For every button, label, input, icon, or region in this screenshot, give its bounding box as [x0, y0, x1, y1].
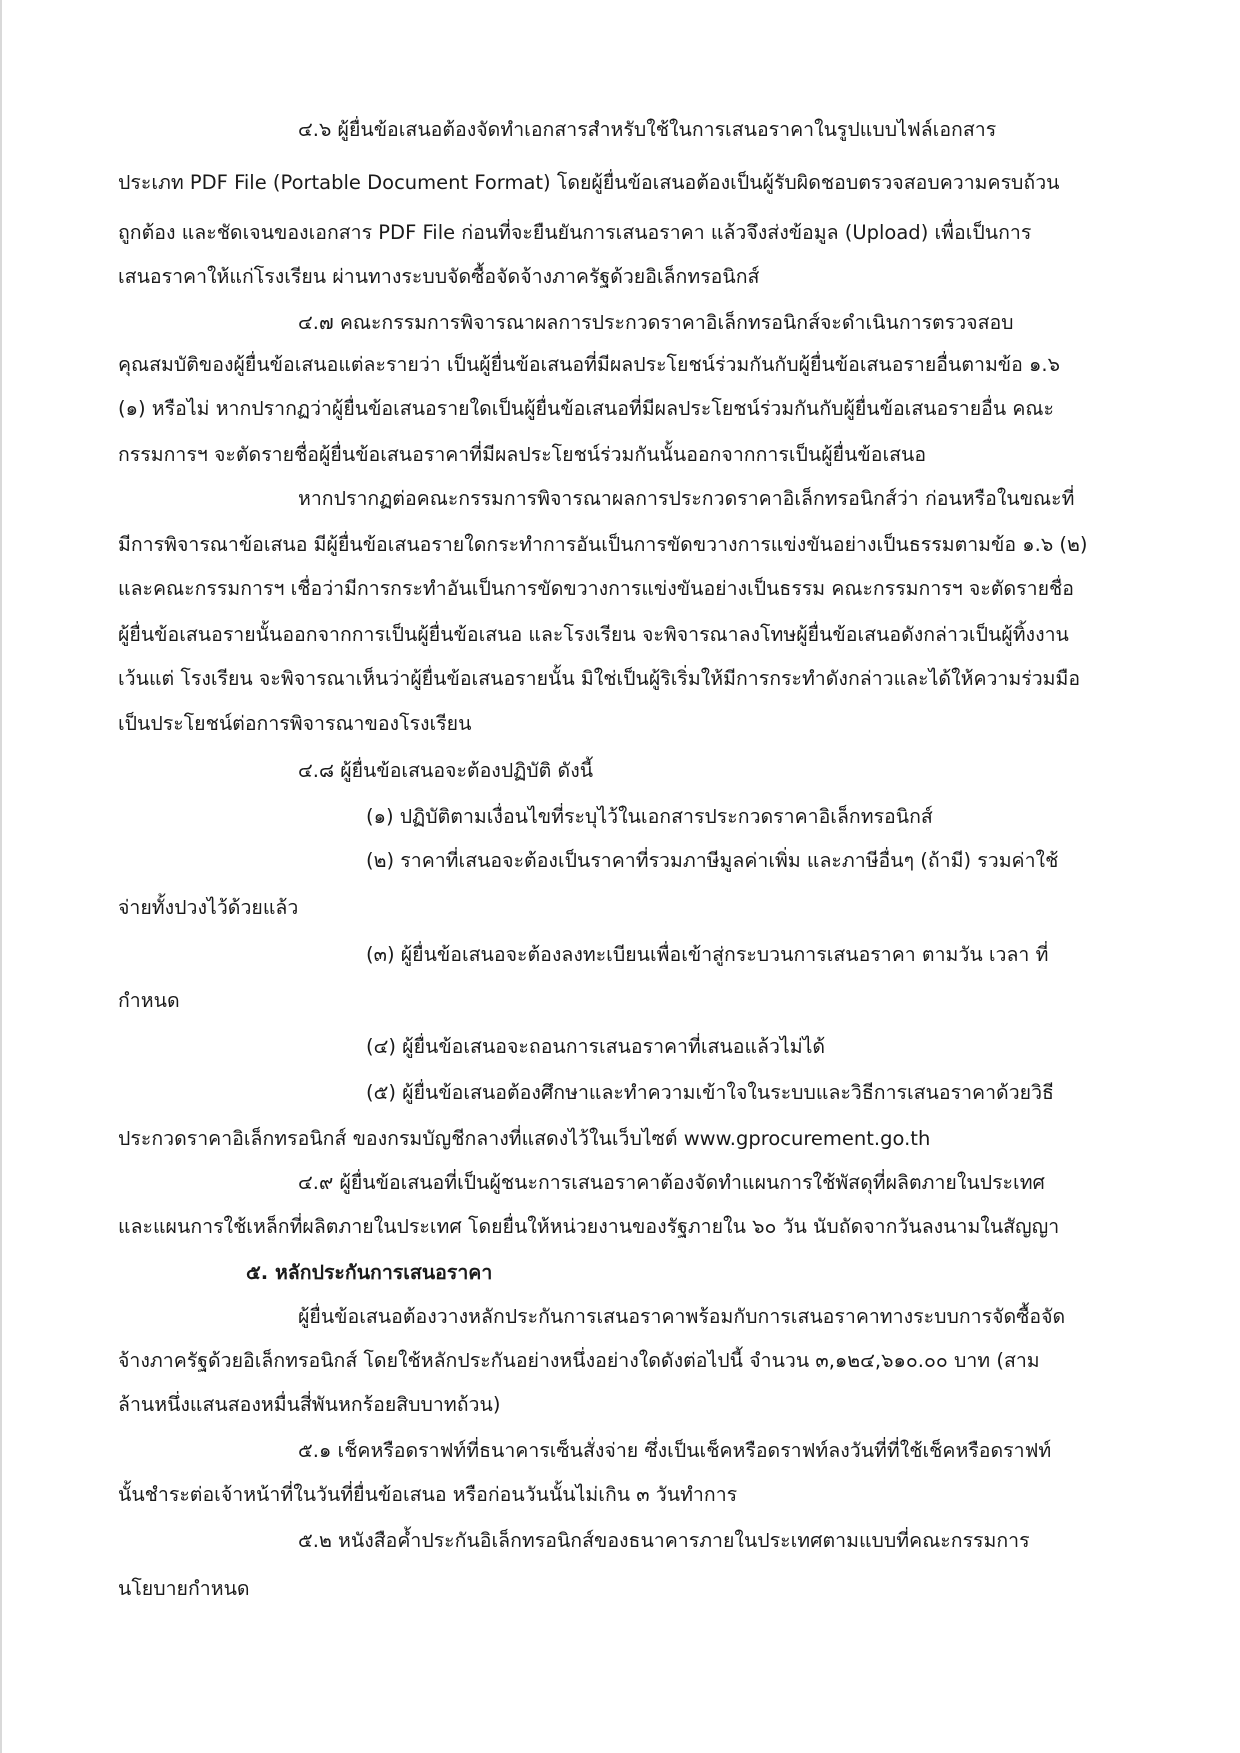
- text-line: ผู้ยื่นข้อเสนอรายนั้นออกจากการเป็นผู้ยื่นข้อเสนอ และโรงเรียน จะพิจารณาลงโทษผู้ยื่นข้อเสนอดังกล่าวเป็นผู้ทิ้งงาน: [118, 623, 1069, 646]
- text-line: ๔.๗ คณะกรรมการพิจารณาผลการประกวดราคาอิเล็กทรอนิกส์จะดำเนินการตรวจสอบ: [298, 311, 1014, 334]
- text-line: และแผนการใช้เหล็กที่ผลิตภายในประเทศ โดยยื่นให้หน่วยงานของรัฐภายใน ๖๐ วัน นับถัดจากวันลงนามในสัญญา: [118, 1215, 1060, 1238]
- text-line: ๔.๙ ผู้ยื่นข้อเสนอที่เป็นผู้ชนะการเสนอราคาต้องจัดทำแผนการใช้พัสดุที่ผลิตภายในประเทศ: [298, 1171, 1045, 1194]
- text-line: มีการพิจารณาข้อเสนอ มีผู้ยื่นข้อเสนอรายใดกระทำการอันเป็นการขัดขวางการแข่งขันอย่างเป็นธรรมตามข้อ ๑.๖ (๒): [118, 533, 1088, 556]
- text-line: ๕.๑ เช็คหรือดราฟท์ที่ธนาคารเซ็นสั่งจ่าย ซึ่งเป็นเช็คหรือดราฟท์ลงวันที่ที่ใช้เช็คหรือดราฟท์: [298, 1439, 1052, 1462]
- text-line: กรรมการฯ จะตัดรายชื่อผู้ยื่นข้อเสนอราคาที่มีผลประโยชน์ร่วมกันนั้นออกจากการเป็นผู้ยื่นข้อเสนอ: [118, 443, 927, 466]
- text-line: ๔.๘ ผู้ยื่นข้อเสนอจะต้องปฏิบัติ ดังนี้: [298, 759, 594, 782]
- text-line: นโยบายกำหนด: [118, 1577, 250, 1600]
- text-line: ๕.๒ หนังสือค้ำประกันอิเล็กทรอนิกส์ของธนาคารภายในประเทศตามแบบที่คณะกรรมการ: [298, 1529, 1030, 1552]
- text-line: เว้นแต่ โรงเรียน จะพิจารณาเห็นว่าผู้ยื่นข้อเสนอรายนั้น มิใช่เป็นผู้ริเริ่มให้มีการกระทำดังกล่าวและได้ให้ความร่วมมือ: [118, 667, 1081, 690]
- text-line: ถูกต้อง และชัดเจนของเอกสาร PDF File ก่อนที่จะยืนยันการเสนอราคา แล้วจึงส่งข้อมูล (Upload) เพื่อเป็นการ: [118, 221, 1032, 244]
- text-line: นั้นชำระต่อเจ้าหน้าที่ในวันที่ยื่นข้อเสนอ หรือก่อนวันนั้นไม่เกิน ๓ วันทำการ: [118, 1483, 738, 1506]
- page-edge-shadow: [0, 0, 2, 1753]
- text-line: เสนอราคาให้แก่โรงเรียน ผ่านทางระบบจัดซื้อจัดจ้างภาครัฐด้วยอิเล็กทรอนิกส์: [118, 265, 760, 288]
- text-line: เป็นประโยชน์ต่อการพิจารณาของโรงเรียน: [118, 712, 472, 735]
- text-line: (๑) ปฏิบัติตามเงื่อนไขที่ระบุไว้ในเอกสารประกวดราคาอิเล็กทรอนิกส์: [366, 805, 933, 828]
- text-line: (๕) ผู้ยื่นข้อเสนอต้องศึกษาและทำความเข้าใจในระบบและวิธีการเสนอราคาด้วยวิธี: [366, 1081, 1054, 1104]
- text-line: (๒) ราคาที่เสนอจะต้องเป็นราคาที่รวมภาษีมูลค่าเพิ่ม และภาษีอื่นๆ (ถ้ามี) รวมค่าใช้: [366, 849, 1059, 872]
- text-line: และคณะกรรมการฯ เชื่อว่ามีการกระทำอันเป็นการขัดขวางการแข่งขันอย่างเป็นธรรม คณะกรรมการฯ จะตัดรายชื่อ: [118, 577, 1074, 600]
- text-line: ประกวดราคาอิเล็กทรอนิกส์ ของกรมบัญชีกลางที่แสดงไว้ในเว็บไซต์ www.gprocurement.go.th: [118, 1127, 931, 1150]
- text-line: (๔) ผู้ยื่นข้อเสนอจะถอนการเสนอราคาที่เสนอแล้วไม่ได้: [366, 1035, 826, 1058]
- section-heading: ๕. หลักประกันการเสนอราคา: [246, 1261, 493, 1284]
- text-line: คุณสมบัติของผู้ยื่นข้อเสนอแต่ละรายว่า เป็นผู้ยื่นข้อเสนอที่มีผลประโยชน์ร่วมกันกับผู้ยื่นข้อเสนอรายอื่นตามข้อ ๑.๖: [118, 353, 1060, 376]
- text-line: กำหนด: [118, 989, 180, 1012]
- text-line: จ่ายทั้งปวงไว้ด้วยแล้ว: [118, 896, 299, 919]
- text-line: ผู้ยื่นข้อเสนอต้องวางหลักประกันการเสนอราคาพร้อมกับการเสนอราคาทางระบบการจัดซื้อจัด: [298, 1305, 1066, 1328]
- text-line: จ้างภาครัฐด้วยอิเล็กทรอนิกส์ โดยใช้หลักประกันอย่างหนึ่งอย่างใดดังต่อไปนี้ จำนวน ๓,๑๒๔,๖๑๐.๐๐ บาท (สาม: [118, 1349, 1040, 1372]
- text-line: ๔.๖ ผู้ยื่นข้อเสนอต้องจัดทำเอกสารสำหรับใช้ในการเสนอราคาในรูปแบบไฟล์เอกสาร: [298, 118, 997, 141]
- text-line: (๑) หรือไม่ หากปรากฏว่าผู้ยื่นข้อเสนอรายใดเป็นผู้ยื่นข้อเสนอที่มีผลประโยชน์ร่วมกันกับผู้ยื่นข้อเสนอรายอื่น คณะ: [118, 397, 1054, 420]
- text-line: ประเภท PDF File (Portable Document Format) โดยผู้ยื่นข้อเสนอต้องเป็นผู้รับผิดชอบตรวจสอบความครบถ้วน: [118, 171, 1060, 194]
- text-line: ล้านหนึ่งแสนสองหมื่นสี่พันหกร้อยสิบบาทถ้วน): [118, 1393, 501, 1416]
- text-line: หากปรากฏต่อคณะกรรมการพิจารณาผลการประกวดราคาอิเล็กทรอนิกส์ว่า ก่อนหรือในขณะที่: [298, 487, 1075, 510]
- text-line: (๓) ผู้ยื่นข้อเสนอจะต้องลงทะเบียนเพื่อเข้าสู่กระบวนการเสนอราคา ตามวัน เวลา ที่: [366, 943, 1049, 966]
